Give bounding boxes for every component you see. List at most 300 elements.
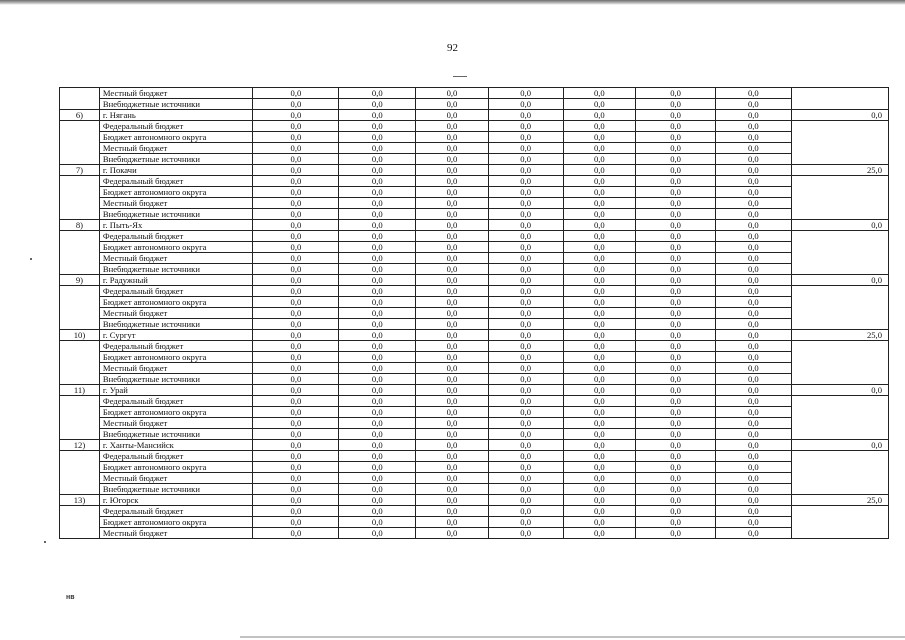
header-tick-mark bbox=[453, 76, 467, 77]
row-index-cell bbox=[60, 154, 100, 165]
value-cell: 0,0 bbox=[416, 429, 489, 440]
table-row bbox=[60, 242, 889, 253]
table-row bbox=[60, 231, 889, 242]
value-cell: 0,0 bbox=[715, 440, 791, 451]
value-cell: 0,0 bbox=[636, 165, 716, 176]
value-cell: 0,0 bbox=[488, 154, 563, 165]
value-cell: 0,0 bbox=[488, 187, 563, 198]
row-index-cell: 7) bbox=[60, 165, 100, 176]
value-cell: 0,0 bbox=[563, 528, 636, 539]
scan-edge-top bbox=[0, 0, 905, 5]
value-cell: 0,0 bbox=[636, 528, 716, 539]
table-row bbox=[60, 341, 889, 352]
value-cell: 0,0 bbox=[636, 308, 716, 319]
value-cell: 0,0 bbox=[416, 352, 489, 363]
value-cell: 0,0 bbox=[253, 396, 339, 407]
value-cell: 0,0 bbox=[715, 374, 791, 385]
row-total-cell bbox=[791, 99, 888, 110]
value-cell: 0,0 bbox=[563, 440, 636, 451]
value-cell: 0,0 bbox=[563, 165, 636, 176]
table-row bbox=[60, 462, 889, 473]
value-cell: 0,0 bbox=[563, 396, 636, 407]
row-total-cell: 0,0 bbox=[791, 385, 888, 396]
value-cell: 0,0 bbox=[715, 253, 791, 264]
value-cell: 0,0 bbox=[636, 418, 716, 429]
row-name-cell: Внебюджетные источники bbox=[99, 319, 253, 330]
row-index-cell bbox=[60, 99, 100, 110]
value-cell: 0,0 bbox=[253, 253, 339, 264]
value-cell: 0,0 bbox=[416, 176, 489, 187]
row-index-cell bbox=[60, 88, 100, 99]
value-cell: 0,0 bbox=[253, 506, 339, 517]
value-cell: 0,0 bbox=[339, 154, 416, 165]
value-cell: 0,0 bbox=[416, 396, 489, 407]
value-cell: 0,0 bbox=[715, 363, 791, 374]
table-row bbox=[60, 110, 889, 121]
value-cell: 0,0 bbox=[636, 473, 716, 484]
value-cell: 0,0 bbox=[339, 198, 416, 209]
row-name-cell: Федеральный бюджет bbox=[99, 451, 253, 462]
value-cell: 0,0 bbox=[636, 451, 716, 462]
value-cell: 0,0 bbox=[416, 308, 489, 319]
value-cell: 0,0 bbox=[339, 165, 416, 176]
row-total-cell: 0,0 bbox=[791, 275, 888, 286]
table-row bbox=[60, 517, 889, 528]
value-cell: 0,0 bbox=[339, 440, 416, 451]
value-cell: 0,0 bbox=[253, 374, 339, 385]
value-cell: 0,0 bbox=[636, 374, 716, 385]
value-cell: 0,0 bbox=[715, 176, 791, 187]
table-row bbox=[60, 165, 889, 176]
row-total-cell bbox=[791, 176, 888, 187]
row-total-cell bbox=[791, 528, 888, 539]
row-name-cell: Местный бюджет bbox=[99, 88, 253, 99]
value-cell: 0,0 bbox=[488, 99, 563, 110]
table-row bbox=[60, 99, 889, 110]
value-cell: 0,0 bbox=[488, 264, 563, 275]
row-index-cell: 6) bbox=[60, 110, 100, 121]
value-cell: 0,0 bbox=[416, 209, 489, 220]
row-total-cell bbox=[791, 297, 888, 308]
value-cell: 0,0 bbox=[339, 253, 416, 264]
value-cell: 0,0 bbox=[636, 319, 716, 330]
value-cell: 0,0 bbox=[715, 231, 791, 242]
row-total-cell bbox=[791, 341, 888, 352]
value-cell: 0,0 bbox=[416, 231, 489, 242]
value-cell: 0,0 bbox=[563, 88, 636, 99]
value-cell: 0,0 bbox=[715, 506, 791, 517]
row-index-cell bbox=[60, 528, 100, 539]
value-cell: 0,0 bbox=[715, 132, 791, 143]
value-cell: 0,0 bbox=[636, 286, 716, 297]
value-cell: 0,0 bbox=[253, 440, 339, 451]
row-total-cell bbox=[791, 352, 888, 363]
value-cell: 0,0 bbox=[488, 374, 563, 385]
row-index-cell bbox=[60, 341, 100, 352]
row-name-cell: Местный бюджет bbox=[99, 308, 253, 319]
value-cell: 0,0 bbox=[253, 352, 339, 363]
row-name-cell: Федеральный бюджет bbox=[99, 231, 253, 242]
row-name-cell: Федеральный бюджет bbox=[99, 176, 253, 187]
row-total-cell bbox=[791, 462, 888, 473]
table-row bbox=[60, 297, 889, 308]
row-index-cell bbox=[60, 187, 100, 198]
value-cell: 0,0 bbox=[253, 176, 339, 187]
row-name-cell: г. Сургут bbox=[99, 330, 253, 341]
row-index-cell bbox=[60, 176, 100, 187]
value-cell: 0,0 bbox=[563, 330, 636, 341]
value-cell: 0,0 bbox=[636, 407, 716, 418]
value-cell: 0,0 bbox=[488, 297, 563, 308]
row-name-cell: Внебюджетные источники bbox=[99, 209, 253, 220]
value-cell: 0,0 bbox=[636, 99, 716, 110]
row-total-cell bbox=[791, 286, 888, 297]
value-cell: 0,0 bbox=[715, 396, 791, 407]
value-cell: 0,0 bbox=[253, 165, 339, 176]
value-cell: 0,0 bbox=[253, 99, 339, 110]
table-row bbox=[60, 484, 889, 495]
value-cell: 0,0 bbox=[636, 198, 716, 209]
value-cell: 0,0 bbox=[715, 242, 791, 253]
value-cell: 0,0 bbox=[715, 275, 791, 286]
value-cell: 0,0 bbox=[416, 319, 489, 330]
value-cell: 0,0 bbox=[253, 330, 339, 341]
value-cell: 0,0 bbox=[636, 220, 716, 231]
value-cell: 0,0 bbox=[416, 110, 489, 121]
value-cell: 0,0 bbox=[416, 330, 489, 341]
value-cell: 0,0 bbox=[563, 154, 636, 165]
row-index-cell bbox=[60, 231, 100, 242]
value-cell: 0,0 bbox=[563, 143, 636, 154]
value-cell: 0,0 bbox=[488, 275, 563, 286]
value-cell: 0,0 bbox=[715, 517, 791, 528]
value-cell: 0,0 bbox=[253, 484, 339, 495]
row-total-cell bbox=[791, 308, 888, 319]
row-name-cell: г. Югорск bbox=[99, 495, 253, 506]
value-cell: 0,0 bbox=[636, 385, 716, 396]
footer-mark: нв bbox=[66, 594, 75, 601]
table-row bbox=[60, 352, 889, 363]
value-cell: 0,0 bbox=[488, 517, 563, 528]
value-cell: 0,0 bbox=[253, 209, 339, 220]
row-index-cell bbox=[60, 286, 100, 297]
value-cell: 0,0 bbox=[488, 176, 563, 187]
value-cell: 0,0 bbox=[416, 264, 489, 275]
value-cell: 0,0 bbox=[715, 209, 791, 220]
value-cell: 0,0 bbox=[339, 308, 416, 319]
value-cell: 0,0 bbox=[488, 506, 563, 517]
row-total-cell bbox=[791, 396, 888, 407]
value-cell: 0,0 bbox=[253, 198, 339, 209]
value-cell: 0,0 bbox=[488, 473, 563, 484]
value-cell: 0,0 bbox=[339, 176, 416, 187]
value-cell: 0,0 bbox=[563, 198, 636, 209]
row-index-cell bbox=[60, 297, 100, 308]
value-cell: 0,0 bbox=[488, 330, 563, 341]
value-cell: 0,0 bbox=[339, 220, 416, 231]
value-cell: 0,0 bbox=[563, 319, 636, 330]
value-cell: 0,0 bbox=[715, 88, 791, 99]
value-cell: 0,0 bbox=[416, 275, 489, 286]
value-cell: 0,0 bbox=[636, 121, 716, 132]
value-cell: 0,0 bbox=[715, 121, 791, 132]
value-cell: 0,0 bbox=[563, 264, 636, 275]
value-cell: 0,0 bbox=[563, 484, 636, 495]
value-cell: 0,0 bbox=[715, 220, 791, 231]
row-index-cell bbox=[60, 198, 100, 209]
row-index-cell bbox=[60, 363, 100, 374]
table-row bbox=[60, 132, 889, 143]
value-cell: 0,0 bbox=[339, 187, 416, 198]
value-cell: 0,0 bbox=[563, 275, 636, 286]
value-cell: 0,0 bbox=[339, 363, 416, 374]
value-cell: 0,0 bbox=[636, 484, 716, 495]
row-index-cell bbox=[60, 352, 100, 363]
value-cell: 0,0 bbox=[563, 473, 636, 484]
value-cell: 0,0 bbox=[715, 110, 791, 121]
row-name-cell: Внебюджетные источники bbox=[99, 429, 253, 440]
value-cell: 0,0 bbox=[488, 88, 563, 99]
value-cell: 0,0 bbox=[636, 132, 716, 143]
scan-speck bbox=[44, 541, 46, 543]
value-cell: 0,0 bbox=[339, 473, 416, 484]
value-cell: 0,0 bbox=[636, 495, 716, 506]
value-cell: 0,0 bbox=[253, 143, 339, 154]
value-cell: 0,0 bbox=[339, 297, 416, 308]
value-cell: 0,0 bbox=[563, 308, 636, 319]
value-cell: 0,0 bbox=[253, 517, 339, 528]
row-name-cell: Федеральный бюджет bbox=[99, 396, 253, 407]
value-cell: 0,0 bbox=[636, 187, 716, 198]
row-index-cell bbox=[60, 143, 100, 154]
row-total-cell bbox=[791, 121, 888, 132]
scan-speck bbox=[30, 258, 32, 260]
row-total-cell bbox=[791, 209, 888, 220]
value-cell: 0,0 bbox=[715, 264, 791, 275]
table-row bbox=[60, 528, 889, 539]
value-cell: 0,0 bbox=[416, 440, 489, 451]
row-total-cell bbox=[791, 451, 888, 462]
value-cell: 0,0 bbox=[563, 462, 636, 473]
value-cell: 0,0 bbox=[339, 88, 416, 99]
table-row bbox=[60, 275, 889, 286]
value-cell: 0,0 bbox=[563, 110, 636, 121]
value-cell: 0,0 bbox=[416, 462, 489, 473]
value-cell: 0,0 bbox=[253, 264, 339, 275]
value-cell: 0,0 bbox=[488, 231, 563, 242]
value-cell: 0,0 bbox=[416, 198, 489, 209]
value-cell: 0,0 bbox=[636, 264, 716, 275]
value-cell: 0,0 bbox=[339, 462, 416, 473]
value-cell: 0,0 bbox=[563, 121, 636, 132]
value-cell: 0,0 bbox=[563, 451, 636, 462]
value-cell: 0,0 bbox=[488, 308, 563, 319]
value-cell: 0,0 bbox=[488, 242, 563, 253]
value-cell: 0,0 bbox=[253, 110, 339, 121]
value-cell: 0,0 bbox=[636, 363, 716, 374]
row-index-cell bbox=[60, 264, 100, 275]
value-cell: 0,0 bbox=[636, 297, 716, 308]
value-cell: 0,0 bbox=[563, 99, 636, 110]
value-cell: 0,0 bbox=[339, 143, 416, 154]
page-number: 92 bbox=[447, 42, 458, 54]
budget-table bbox=[59, 87, 889, 539]
value-cell: 0,0 bbox=[563, 297, 636, 308]
value-cell: 0,0 bbox=[636, 242, 716, 253]
table-row bbox=[60, 198, 889, 209]
value-cell: 0,0 bbox=[339, 209, 416, 220]
value-cell: 0,0 bbox=[715, 143, 791, 154]
row-total-cell bbox=[791, 407, 888, 418]
value-cell: 0,0 bbox=[563, 429, 636, 440]
value-cell: 0,0 bbox=[488, 165, 563, 176]
table-row bbox=[60, 121, 889, 132]
value-cell: 0,0 bbox=[253, 341, 339, 352]
value-cell: 0,0 bbox=[715, 154, 791, 165]
value-cell: 0,0 bbox=[416, 517, 489, 528]
table-row bbox=[60, 473, 889, 484]
value-cell: 0,0 bbox=[488, 484, 563, 495]
value-cell: 0,0 bbox=[636, 110, 716, 121]
value-cell: 0,0 bbox=[253, 187, 339, 198]
value-cell: 0,0 bbox=[339, 495, 416, 506]
value-cell: 0,0 bbox=[253, 132, 339, 143]
value-cell: 0,0 bbox=[488, 198, 563, 209]
row-name-cell: Федеральный бюджет bbox=[99, 121, 253, 132]
value-cell: 0,0 bbox=[715, 418, 791, 429]
row-index-cell: 8) bbox=[60, 220, 100, 231]
value-cell: 0,0 bbox=[715, 165, 791, 176]
row-index-cell: 11) bbox=[60, 385, 100, 396]
value-cell: 0,0 bbox=[715, 429, 791, 440]
row-name-cell: Бюджет автономного округа bbox=[99, 407, 253, 418]
row-name-cell: Внебюджетные источники bbox=[99, 484, 253, 495]
row-total-cell bbox=[791, 132, 888, 143]
value-cell: 0,0 bbox=[339, 528, 416, 539]
row-name-cell: Федеральный бюджет bbox=[99, 506, 253, 517]
row-index-cell bbox=[60, 396, 100, 407]
row-total-cell bbox=[791, 231, 888, 242]
value-cell: 0,0 bbox=[339, 396, 416, 407]
row-total-cell bbox=[791, 484, 888, 495]
value-cell: 0,0 bbox=[416, 385, 489, 396]
row-total-cell: 0,0 bbox=[791, 440, 888, 451]
row-name-cell: Бюджет автономного округа bbox=[99, 297, 253, 308]
row-total-cell bbox=[791, 154, 888, 165]
value-cell: 0,0 bbox=[715, 99, 791, 110]
row-total-cell: 0,0 bbox=[791, 110, 888, 121]
value-cell: 0,0 bbox=[416, 418, 489, 429]
value-cell: 0,0 bbox=[563, 286, 636, 297]
value-cell: 0,0 bbox=[253, 473, 339, 484]
value-cell: 0,0 bbox=[488, 341, 563, 352]
value-cell: 0,0 bbox=[416, 473, 489, 484]
row-name-cell: Местный бюджет bbox=[99, 143, 253, 154]
table-row bbox=[60, 440, 889, 451]
value-cell: 0,0 bbox=[416, 242, 489, 253]
value-cell: 0,0 bbox=[488, 440, 563, 451]
value-cell: 0,0 bbox=[416, 451, 489, 462]
value-cell: 0,0 bbox=[416, 88, 489, 99]
row-index-cell: 13) bbox=[60, 495, 100, 506]
row-index-cell bbox=[60, 462, 100, 473]
value-cell: 0,0 bbox=[563, 187, 636, 198]
value-cell: 0,0 bbox=[488, 143, 563, 154]
table-row bbox=[60, 451, 889, 462]
value-cell: 0,0 bbox=[339, 110, 416, 121]
value-cell: 0,0 bbox=[416, 341, 489, 352]
row-name-cell: Бюджет автономного округа bbox=[99, 462, 253, 473]
row-index-cell bbox=[60, 517, 100, 528]
value-cell: 0,0 bbox=[416, 154, 489, 165]
table-row bbox=[60, 319, 889, 330]
value-cell: 0,0 bbox=[253, 429, 339, 440]
row-total-cell: 0,0 bbox=[791, 220, 888, 231]
value-cell: 0,0 bbox=[253, 121, 339, 132]
row-total-cell: 25,0 bbox=[791, 165, 888, 176]
value-cell: 0,0 bbox=[339, 506, 416, 517]
value-cell: 0,0 bbox=[563, 385, 636, 396]
value-cell: 0,0 bbox=[715, 187, 791, 198]
value-cell: 0,0 bbox=[253, 88, 339, 99]
value-cell: 0,0 bbox=[563, 209, 636, 220]
value-cell: 0,0 bbox=[416, 407, 489, 418]
value-cell: 0,0 bbox=[636, 517, 716, 528]
row-name-cell: г. Пыть-Ях bbox=[99, 220, 253, 231]
row-total-cell bbox=[791, 88, 888, 99]
value-cell: 0,0 bbox=[488, 319, 563, 330]
value-cell: 0,0 bbox=[715, 297, 791, 308]
row-index-cell bbox=[60, 209, 100, 220]
value-cell: 0,0 bbox=[416, 253, 489, 264]
value-cell: 0,0 bbox=[339, 132, 416, 143]
value-cell: 0,0 bbox=[488, 396, 563, 407]
table-row bbox=[60, 286, 889, 297]
table-row bbox=[60, 143, 889, 154]
table-row bbox=[60, 264, 889, 275]
table-row bbox=[60, 429, 889, 440]
value-cell: 0,0 bbox=[563, 374, 636, 385]
value-cell: 0,0 bbox=[339, 352, 416, 363]
value-cell: 0,0 bbox=[715, 352, 791, 363]
value-cell: 0,0 bbox=[488, 418, 563, 429]
value-cell: 0,0 bbox=[715, 407, 791, 418]
row-total-cell bbox=[791, 198, 888, 209]
value-cell: 0,0 bbox=[253, 528, 339, 539]
value-cell: 0,0 bbox=[339, 484, 416, 495]
value-cell: 0,0 bbox=[488, 121, 563, 132]
value-cell: 0,0 bbox=[563, 495, 636, 506]
value-cell: 0,0 bbox=[253, 154, 339, 165]
row-total-cell: 25,0 bbox=[791, 330, 888, 341]
value-cell: 0,0 bbox=[488, 451, 563, 462]
row-index-cell bbox=[60, 429, 100, 440]
value-cell: 0,0 bbox=[253, 363, 339, 374]
row-index-cell: 10) bbox=[60, 330, 100, 341]
row-total-cell bbox=[791, 429, 888, 440]
value-cell: 0,0 bbox=[416, 286, 489, 297]
value-cell: 0,0 bbox=[416, 374, 489, 385]
row-index-cell bbox=[60, 132, 100, 143]
value-cell: 0,0 bbox=[636, 462, 716, 473]
row-name-cell: Местный бюджет bbox=[99, 253, 253, 264]
row-index-cell bbox=[60, 418, 100, 429]
value-cell: 0,0 bbox=[253, 231, 339, 242]
value-cell: 0,0 bbox=[339, 275, 416, 286]
value-cell: 0,0 bbox=[253, 495, 339, 506]
row-index-cell bbox=[60, 484, 100, 495]
value-cell: 0,0 bbox=[563, 341, 636, 352]
